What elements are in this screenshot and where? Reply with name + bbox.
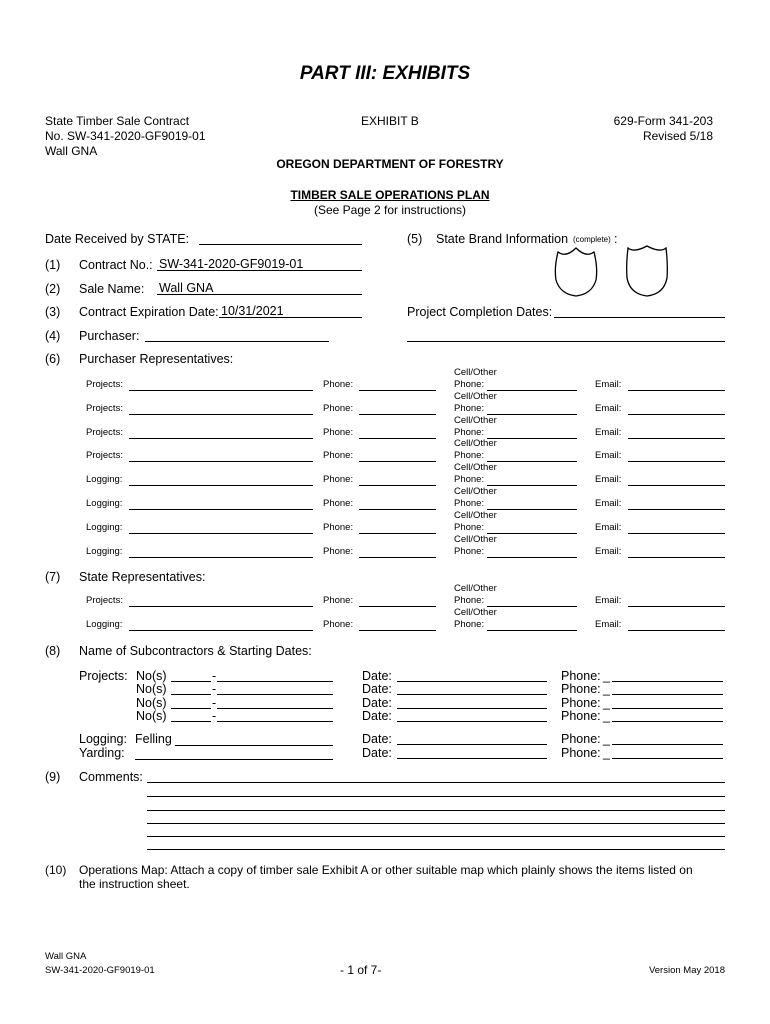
subcontractor-phone-prefix: _ xyxy=(603,682,610,697)
rep-phone-label: Phone: xyxy=(323,498,354,509)
rep-name-field[interactable] xyxy=(129,557,313,558)
subcontractor-date-label: Date: xyxy=(362,682,392,697)
subcontractor-no-label: No(s) xyxy=(136,669,167,683)
rep-name-field[interactable] xyxy=(129,509,313,510)
brand-shield-icon xyxy=(552,246,600,298)
subcontractor-phone-prefix: _ xyxy=(603,669,610,683)
rep-cell-label-bottom: Phone: xyxy=(454,595,485,606)
rep-phone-field[interactable] xyxy=(359,390,436,391)
rep-cell-label-top: Cell/Other xyxy=(454,390,497,402)
comments-label: Comments: xyxy=(79,770,143,784)
rep-cell-phone-field[interactable] xyxy=(487,509,577,510)
rep-cell-label-bottom: Phone: xyxy=(454,619,485,630)
rep-phone-field[interactable] xyxy=(359,509,436,510)
rep-phone-label: Phone: xyxy=(323,619,354,630)
rep-phone-label: Phone: xyxy=(323,474,354,486)
rep-email-label: Email: xyxy=(595,474,622,486)
comments-field[interactable] xyxy=(147,823,725,824)
header-revised: Revised 5/18 xyxy=(642,129,713,143)
subcontractor-name-field[interactable] xyxy=(217,681,333,682)
rep-email-label: Email: xyxy=(595,595,622,606)
subcontractor-no-field[interactable] xyxy=(171,694,211,695)
header-form-number: 629-Form 341-203 xyxy=(613,114,713,128)
rep-cell-label-bottom: Phone: xyxy=(454,379,485,390)
subcontractor-yarding-label: Yarding: xyxy=(79,746,125,760)
comments-field[interactable] xyxy=(147,849,725,850)
header-exhibit: EXHIBIT B xyxy=(361,114,419,128)
rep-email-label: Email: xyxy=(595,498,622,509)
rep-name-field[interactable] xyxy=(129,414,313,415)
rep-phone-field[interactable] xyxy=(359,461,436,462)
subcontractor-phone-label: Phone: xyxy=(561,682,601,697)
subcontractor-dash: - xyxy=(212,695,217,710)
rep-phone-label: Phone: xyxy=(323,521,354,533)
rep-phone-label: Phone: xyxy=(323,450,354,462)
subcontractor-date-field[interactable] xyxy=(397,721,547,722)
subcontractor-date-label: Date: xyxy=(362,732,392,746)
rep-cell-label-bottom: Phone: xyxy=(454,498,485,509)
item-number: (3) xyxy=(45,305,61,319)
rep-email-field[interactable] xyxy=(628,509,725,510)
subcontractor-dash: - xyxy=(212,708,217,723)
item-number: (10) xyxy=(45,863,67,877)
rep-cell-label-top: Cell/Other xyxy=(454,583,497,594)
rep-cell-phone-field[interactable] xyxy=(487,606,577,607)
footer-sale-name: Wall GNA xyxy=(45,951,87,962)
subcontractor-name-field[interactable] xyxy=(217,721,333,722)
rep-cell-phone-field[interactable] xyxy=(487,485,577,486)
rep-email-label: Email: xyxy=(595,402,622,414)
subcontractor-date-field[interactable] xyxy=(397,758,547,759)
subcontractor-date-label: Date: xyxy=(362,669,392,683)
rep-email-field[interactable] xyxy=(628,461,725,462)
rep-phone-label: Phone: xyxy=(323,426,354,438)
rep-cell-phone-field[interactable] xyxy=(487,630,577,631)
footer-version: Version May 2018 xyxy=(648,965,725,976)
rep-role-label: Logging: xyxy=(86,474,123,486)
rep-email-label: Email: xyxy=(595,619,622,630)
brand-label: State Brand Information xyxy=(436,232,569,246)
subcontractor-projects-label: Projects: xyxy=(79,669,128,683)
rep-cell-label-top: Cell/Other xyxy=(454,462,497,474)
completion-dates-field[interactable] xyxy=(554,317,725,318)
rep-cell-phone-field[interactable] xyxy=(487,438,577,439)
expiration-label: Contract Expiration Date: xyxy=(79,305,219,319)
rep-email-field[interactable] xyxy=(628,438,725,439)
rep-phone-field[interactable] xyxy=(359,438,436,439)
rep-role-label: Projects: xyxy=(86,402,123,414)
rep-name-field[interactable] xyxy=(129,461,313,462)
comments-field[interactable] xyxy=(147,782,725,783)
subcontractor-logging-label: Logging: xyxy=(79,732,127,746)
rep-name-field[interactable] xyxy=(129,533,313,534)
subcontractor-date-label: Date: xyxy=(362,708,392,723)
rep-email-field[interactable] xyxy=(628,606,725,607)
subcontractor-no-label: No(s) xyxy=(136,695,167,710)
contract-no-value: SW-341-2020-GF9019-01 xyxy=(159,257,304,271)
item-number: (2) xyxy=(45,282,61,296)
subcontractor-no-field[interactable] xyxy=(171,681,211,682)
rep-cell-phone-field[interactable] xyxy=(487,414,577,415)
header-contract-label: State Timber Sale Contract xyxy=(45,114,190,128)
rep-role-label: Projects: xyxy=(86,450,123,462)
subcontractor-phone-field[interactable] xyxy=(612,681,723,682)
subcontractor-phone-field[interactable] xyxy=(612,758,723,759)
brand-note: (complete) xyxy=(573,235,611,244)
purchaser-label: Purchaser: xyxy=(79,329,140,343)
date-received-field[interactable] xyxy=(199,244,362,245)
rep-phone-field[interactable] xyxy=(359,630,436,631)
page-title: PART III: EXHIBITS xyxy=(299,63,471,84)
rep-role-label: Logging: xyxy=(86,619,123,630)
comments-field[interactable] xyxy=(147,810,725,811)
rep-cell-label-top: Cell/Other xyxy=(454,509,497,521)
completion-dates-field-2[interactable] xyxy=(407,341,725,342)
subcontractor-no-label: No(s) xyxy=(136,708,167,723)
subcontractor-phone-label: Phone: xyxy=(561,708,601,723)
ops-map-text-line1: Operations Map: Attach a copy of timber sale Exhibit A or other suitable map which plainly shows the items listed on xyxy=(79,863,693,877)
rep-phone-label: Phone: xyxy=(323,402,354,414)
rep-email-field[interactable] xyxy=(628,533,725,534)
subcontractor-felling-label: Felling xyxy=(135,732,172,746)
rep-cell-label-top: Cell/Other xyxy=(454,607,497,618)
subcontractor-phone-prefix: _ xyxy=(603,732,610,746)
subcontractor-dash: - xyxy=(212,669,217,683)
rep-role-label: Projects: xyxy=(86,426,123,438)
rep-email-field[interactable] xyxy=(628,557,725,558)
rep-role-label: Logging: xyxy=(86,498,123,509)
purchaser-reps-label: Purchaser Representatives: xyxy=(79,352,234,366)
rep-phone-label: Phone: xyxy=(323,545,354,557)
subcontractor-phone-prefix: _ xyxy=(603,746,610,760)
rep-email-label: Email: xyxy=(595,450,622,462)
comments-field[interactable] xyxy=(147,796,725,797)
rep-phone-field[interactable] xyxy=(359,606,436,607)
rep-cell-label-top: Cell/Other xyxy=(454,486,497,497)
felling-field[interactable] xyxy=(175,745,333,746)
subcontractor-phone-label: Phone: xyxy=(561,695,601,710)
rep-name-field[interactable] xyxy=(129,485,313,486)
agency-name: OREGON DEPARTMENT OF FORESTRY xyxy=(276,157,504,171)
rep-cell-label-bottom: Phone: xyxy=(454,402,485,414)
completion-dates-label: Project Completion Dates: xyxy=(407,305,553,319)
comments-field[interactable] xyxy=(147,836,725,837)
header-sale-name: Wall GNA xyxy=(45,144,98,158)
rep-cell-label-top: Cell/Other xyxy=(454,414,497,426)
item-number: (7) xyxy=(45,570,61,584)
item-number: (8) xyxy=(45,644,61,658)
subcontractor-phone-label: Phone: xyxy=(561,746,601,760)
rep-cell-phone-field[interactable] xyxy=(487,533,577,534)
subcontractor-date-label: Date: xyxy=(362,746,392,760)
yarding-field[interactable] xyxy=(135,759,333,760)
footer-contract-number: SW-341-2020-GF9019-01 xyxy=(45,965,155,976)
subcontractor-no-label: No(s) xyxy=(136,682,167,697)
rep-role-label: Projects: xyxy=(86,595,123,606)
rep-cell-label-bottom: Phone: xyxy=(454,426,485,438)
purchaser-field[interactable] xyxy=(145,341,329,342)
subcontractor-date-field[interactable] xyxy=(397,681,547,682)
rep-cell-phone-field[interactable] xyxy=(487,461,577,462)
subcontractor-phone-field[interactable] xyxy=(612,708,723,709)
rep-email-label: Email: xyxy=(595,545,622,557)
rep-cell-label-top: Cell/Other xyxy=(454,367,497,378)
rep-name-field[interactable] xyxy=(129,438,313,439)
subcontractor-date-field[interactable] xyxy=(397,708,547,709)
expiration-value: 10/31/2021 xyxy=(221,304,284,318)
subcontractor-phone-prefix: _ xyxy=(603,708,610,723)
ops-map-text-line2: the instruction sheet. xyxy=(79,877,190,891)
subcontractor-date-label: Date: xyxy=(362,695,392,710)
rep-email-field[interactable] xyxy=(628,630,725,631)
subcontractor-phone-field[interactable] xyxy=(612,721,723,722)
subcontractor-date-field[interactable] xyxy=(397,744,547,745)
brand-shield-icon xyxy=(624,244,670,298)
rep-cell-label-top: Cell/Other xyxy=(454,533,497,545)
subcontractor-no-field[interactable] xyxy=(171,721,211,722)
subcontractor-dash: - xyxy=(212,682,217,697)
footer-page-number: - 1 of 7- xyxy=(340,963,382,977)
item-number: (4) xyxy=(45,329,61,343)
subcontractor-name-field[interactable] xyxy=(217,708,333,709)
rep-phone-field[interactable] xyxy=(359,485,436,486)
header-contract-number: No. SW-341-2020-GF9019-01 xyxy=(45,129,206,143)
rep-phone-label: Phone: xyxy=(323,595,354,606)
rep-cell-label-bottom: Phone: xyxy=(454,474,485,486)
rep-cell-label-bottom: Phone: xyxy=(454,545,485,557)
rep-email-field[interactable] xyxy=(628,485,725,486)
brand-number: (5) xyxy=(407,232,423,246)
subcontractor-phone-prefix: _ xyxy=(603,695,610,710)
sale-name-value: Wall GNA xyxy=(159,281,214,295)
subcontractor-phone-field[interactable] xyxy=(612,694,723,695)
rep-cell-phone-field[interactable] xyxy=(487,390,577,391)
rep-email-field[interactable] xyxy=(628,390,725,391)
rep-phone-field[interactable] xyxy=(359,557,436,558)
rep-role-label: Logging: xyxy=(86,545,123,557)
rep-cell-label-bottom: Phone: xyxy=(454,521,485,533)
rep-phone-field[interactable] xyxy=(359,414,436,415)
subcontractors-label: Name of Subcontractors & Starting Dates: xyxy=(79,644,312,658)
rep-role-label: Projects: xyxy=(86,379,123,390)
item-number: (1) xyxy=(45,258,61,272)
rep-email-label: Email: xyxy=(595,521,622,533)
sale-name-label: Sale Name: xyxy=(79,282,145,296)
subcontractor-phone-label: Phone: xyxy=(561,732,601,746)
rep-email-label: Email: xyxy=(595,379,622,390)
rep-role-label: Logging: xyxy=(86,521,123,533)
subcontractor-phone-field[interactable] xyxy=(612,744,723,745)
plan-title: TIMBER SALE OPERATIONS PLAN xyxy=(290,188,490,202)
subcontractor-date-field[interactable] xyxy=(397,694,547,695)
rep-email-field[interactable] xyxy=(628,414,725,415)
contract-no-label: Contract No.: xyxy=(79,258,153,272)
rep-name-field[interactable] xyxy=(129,390,313,391)
rep-cell-label-bottom: Phone: xyxy=(454,450,485,462)
rep-phone-label: Phone: xyxy=(323,379,354,390)
item-number: (6) xyxy=(45,352,61,366)
rep-name-field[interactable] xyxy=(129,630,313,631)
date-received-label: Date Received by STATE: xyxy=(45,232,190,246)
rep-cell-phone-field[interactable] xyxy=(487,557,577,558)
rep-phone-field[interactable] xyxy=(359,533,436,534)
plan-subtitle: (See Page 2 for instructions) xyxy=(313,203,467,217)
subcontractor-phone-label: Phone: xyxy=(561,669,601,683)
subcontractor-name-field[interactable] xyxy=(217,694,333,695)
rep-name-field[interactable] xyxy=(129,606,313,607)
state-reps-label: State Representatives: xyxy=(79,570,206,584)
subcontractor-no-field[interactable] xyxy=(171,708,211,709)
rep-cell-label-top: Cell/Other xyxy=(454,438,497,450)
rep-email-label: Email: xyxy=(595,426,622,438)
brand-colon: : xyxy=(614,232,618,246)
item-number: (9) xyxy=(45,770,61,784)
